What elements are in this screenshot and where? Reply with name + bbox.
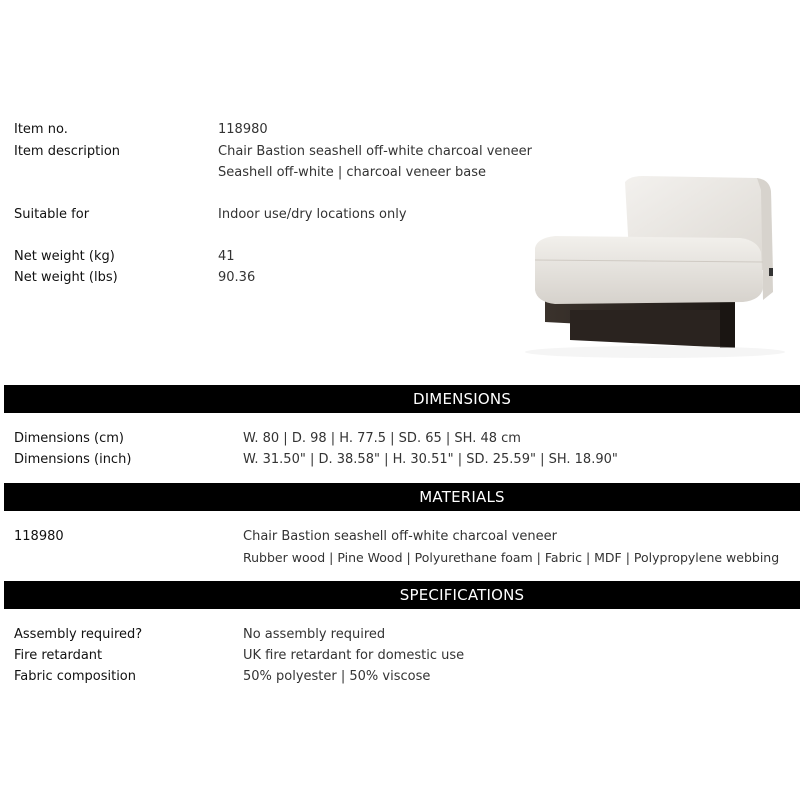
dimensions-inch-label: Dimensions (inch) xyxy=(14,452,132,467)
dimensions-inch-value: W. 31.50" | D. 38.58" | H. 30.51" | SD. 25.59" | SH. 18.90" xyxy=(243,452,618,467)
item-description-label: Item description xyxy=(14,144,121,159)
item-no-label: Item no. xyxy=(14,122,68,137)
suitable-for-label: Suitable for xyxy=(14,207,90,222)
fabric-composition-value: 50% polyester | 50% viscose xyxy=(243,669,431,684)
fire-retardant-label: Fire retardant xyxy=(14,648,103,663)
net-weight-kg-label: Net weight (kg) xyxy=(14,249,115,264)
assembly-label: Assembly required? xyxy=(14,627,143,642)
net-weight-lbs-label: Net weight (lbs) xyxy=(14,270,118,285)
fabric-composition-label: Fabric composition xyxy=(14,669,136,684)
suitable-for-value: Indoor use/dry locations only xyxy=(218,207,407,222)
net-weight-lbs-value: 90.36 xyxy=(218,270,256,285)
chair-product-image xyxy=(525,170,800,385)
specifications-header: SPECIFICATIONS xyxy=(4,581,800,609)
net-weight-kg-value: 41 xyxy=(218,249,235,264)
materials-line2: Rubber wood | Pine Wood | Polyurethane foam | Fabric | MDF | Polypropylene webbing xyxy=(243,550,780,565)
fire-retardant-value: UK fire retardant for domestic use xyxy=(243,648,465,663)
materials-header: MATERIALS xyxy=(4,483,800,511)
materials-code: 118980 xyxy=(14,529,64,544)
materials-line1: Chair Bastion seashell off-white charcoal veneer xyxy=(243,529,557,544)
item-no-value: 118980 xyxy=(218,122,268,137)
dimensions-cm-value: W. 80 | D. 98 | H. 77.5 | SD. 65 | SH. 48 cm xyxy=(243,431,521,446)
dimensions-cm-label: Dimensions (cm) xyxy=(14,431,124,446)
assembly-value: No assembly required xyxy=(243,627,386,642)
dimensions-header: DIMENSIONS xyxy=(4,385,800,413)
item-description-line1: Chair Bastion seashell off-white charcoal veneer xyxy=(218,144,532,159)
item-description-line2: Seashell off-white | charcoal veneer base xyxy=(218,165,487,180)
